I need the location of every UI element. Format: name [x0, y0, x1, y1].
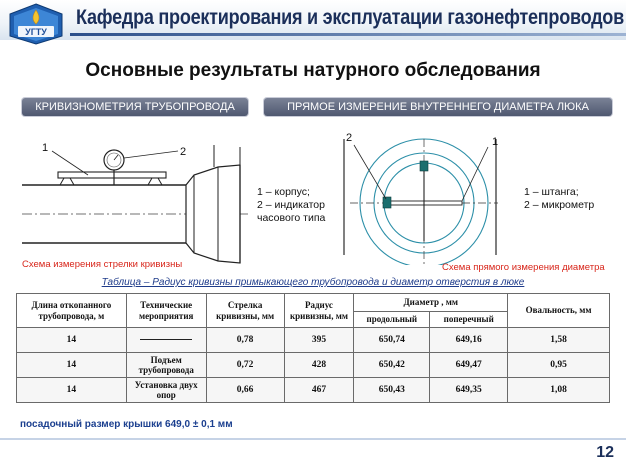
- section-label-diameter: ПРЯМОЕ ИЗМЕРЕНИЕ ВНУТРЕННЕГО ДИАМЕТРА ЛЮКА: [264, 98, 612, 116]
- cell-measures: Установка двух опор: [126, 378, 206, 403]
- bottom-divider: [0, 438, 626, 440]
- section-label-curvature: КРИВИЗНОМЕТРИЯ ТРУБОПРОВОДА: [22, 98, 248, 116]
- page-title: Основные результаты натурного обследования: [85, 60, 541, 81]
- cell-length: 14: [17, 353, 127, 378]
- header-transverse: поперечный: [430, 312, 508, 328]
- legend-rod: 1 – штанга;: [524, 186, 579, 198]
- gauge-body: [58, 172, 166, 178]
- cell-sag: 0,78: [206, 328, 284, 353]
- cell-length: 14: [17, 378, 127, 403]
- rod-end: [420, 161, 428, 171]
- cell-radius: 395: [284, 328, 354, 353]
- diameter-diagram: [340, 125, 528, 265]
- micrometer-head: [383, 197, 391, 208]
- cell-sag: 0,66: [206, 378, 284, 403]
- cell-transverse: 649,35: [430, 378, 508, 403]
- caption-curvature: Схема измерения стрелки кривизны: [22, 259, 183, 270]
- callout-2: 2: [180, 146, 187, 158]
- table-caption: Таблица – Радиус кривизны примыкающего трубопровода и диаметр отверстия в люке: [101, 277, 525, 288]
- cell-measures-empty: [126, 328, 206, 353]
- callout-2-right: 2: [346, 132, 353, 144]
- header-longitudinal: продольный: [354, 312, 430, 328]
- table-row: [17, 328, 610, 353]
- header-diameter: Диаметр , мм: [354, 294, 508, 312]
- cell-ovality: 0,95: [508, 353, 610, 378]
- dash-mark: [140, 339, 192, 340]
- university-logo: [6, 2, 66, 46]
- cell-longitudinal: 650,42: [354, 353, 430, 378]
- legend-body: 1 – корпус;: [257, 186, 310, 198]
- callout-1-right: 1: [492, 136, 499, 148]
- cell-longitudinal: 650,74: [354, 328, 430, 353]
- logo-text: УГТУ: [25, 27, 47, 37]
- cell-ovality: 1,08: [508, 378, 610, 403]
- footnote: посадочный размер крышки 649,0 ± 0,1 мм: [20, 419, 233, 430]
- header-sag: Стрелка кривизны, мм: [206, 294, 284, 328]
- legend-indicator-type: часового типа: [257, 212, 326, 224]
- cell-radius: 428: [284, 353, 354, 378]
- header-title: Кафедра проектирования и эксплуатации газонефтепроводов: [76, 6, 624, 29]
- cell-radius: 467: [284, 378, 354, 403]
- callout-1: 1: [42, 142, 49, 154]
- cell-transverse: 649,47: [430, 353, 508, 378]
- page-number: 12: [596, 444, 614, 461]
- header-divider: [70, 33, 626, 36]
- legend-indicator: 2 – индикатор: [257, 199, 325, 211]
- cell-measures: Подъем трубопровода: [126, 353, 206, 378]
- table-row: [17, 378, 610, 403]
- header-radius: Радиус кривизны, мм: [284, 294, 354, 328]
- cell-ovality: 1,58: [508, 328, 610, 353]
- cell-length: 14: [17, 328, 127, 353]
- header-measures: Технические мероприятия: [126, 294, 206, 328]
- measuring-rod: [388, 201, 462, 205]
- table-row: [17, 353, 610, 378]
- results-table: [16, 293, 610, 403]
- header-length: Длина откопанного трубопровода, м: [17, 294, 127, 328]
- cell-sag: 0,72: [206, 353, 284, 378]
- cell-transverse: 649,16: [430, 328, 508, 353]
- caption-diameter: Схема прямого измерения диаметра: [442, 262, 605, 273]
- curvature-diagram: [18, 125, 254, 265]
- cell-longitudinal: 650,43: [354, 378, 430, 403]
- header-ovality: Овальность, мм: [508, 294, 610, 328]
- legend-micrometer: 2 – микрометр: [524, 199, 595, 211]
